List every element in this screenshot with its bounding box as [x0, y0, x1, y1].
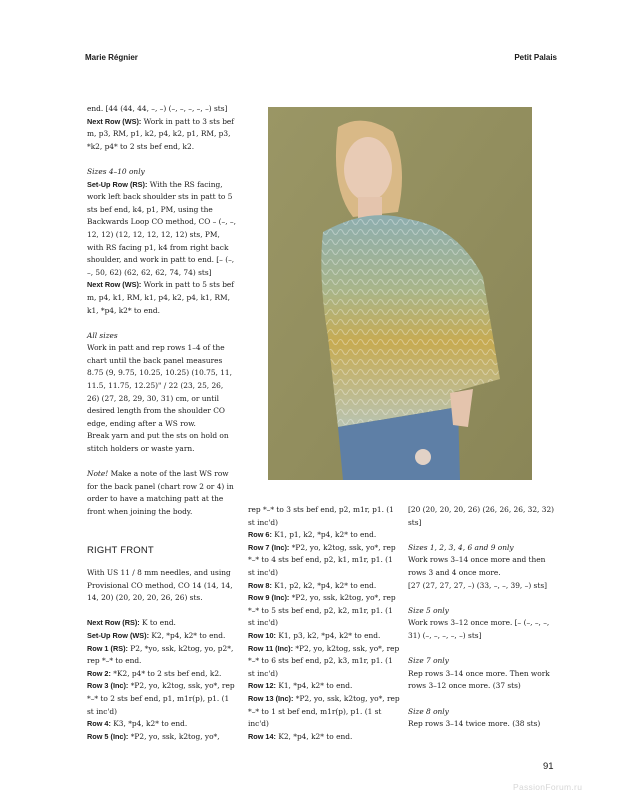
- paragraph: With US 11 / 8 mm needles, and using Provisional CO method, CO 14 (14, 14, 14, 20) (20, 20, 20, 26, 26) sts.: [87, 568, 233, 603]
- page-number: 91: [543, 761, 554, 772]
- column-1-bottom: [87, 567, 237, 743]
- paragraph-gap: [408, 643, 558, 656]
- paragraph: rep *–* to 3 sts bef end, p2, m1r, p1. (1 st inc'd): [248, 505, 394, 527]
- paragraph: Work rows 3–12 once more. [– (–, –, –, 31) (–, –, –, –, –) sts]: [408, 618, 550, 640]
- paragraph-gap: [408, 693, 558, 706]
- row-text: P2, *yo, ssk, k2tog, yo, p2*, rep *–* to end.: [87, 643, 234, 666]
- row-text: K2, *p4, k2* to end.: [275, 731, 353, 741]
- column-2: [248, 504, 400, 743]
- paragraph: [27 (27, 27, 27, –) (33, –, –, 39, –) sts]: [408, 580, 548, 590]
- pattern-title: Petit Palais: [514, 53, 557, 62]
- row-label: Row 4:: [87, 719, 111, 729]
- sweater-model-illustration: [268, 107, 532, 480]
- row-text: *P2, yo, k2tog, ssk, yo*, rep *–* to 6 sts bef end, p2, k3, m1r, p1. (1 st inc'd): [248, 643, 400, 678]
- row-label: Next Row (RS):: [87, 618, 140, 628]
- instruction-row: [87, 643, 237, 668]
- row-label: Next Row (WS):: [87, 280, 142, 290]
- instruction-row: [87, 718, 237, 731]
- paragraph-gap: [87, 153, 237, 166]
- row-label: Row 9 (Inc):: [248, 593, 290, 603]
- row-label: Set-Up Row (RS):: [87, 179, 148, 189]
- size-subheading: All sizes: [87, 330, 118, 340]
- paragraph: end. [44 (44, 44, –, –) (–, –, –, –, –) sts]: [87, 104, 228, 113]
- row-text: *P2, yo, k2tog, ssk, yo*, rep *–* to 2 sts bef end, p1, m1r(p), p1. (1 st inc'd): [87, 681, 235, 716]
- size-subheading: Size 7 only: [408, 656, 449, 666]
- paragraph-gap: [87, 317, 237, 330]
- instruction-row: [87, 731, 237, 744]
- row-label: Row 14:: [248, 731, 276, 741]
- note-label: Note!: [87, 469, 109, 479]
- section-heading: RIGHT FRONT: [87, 545, 154, 556]
- row-text: Make a note of the last WS row for the back panel (chart row 2 or 4) in order to have a matching patt at the front when joining the body.: [87, 469, 234, 516]
- instruction-row: [248, 592, 400, 630]
- instruction-row: [87, 617, 237, 630]
- instruction-row: [248, 529, 400, 542]
- author-name: Marie Régnier: [85, 53, 138, 62]
- size-subheading: Size 8 only: [408, 706, 449, 716]
- row-text: *P2, yo, ssk, k2tog, yo*,: [128, 731, 220, 741]
- size-subheading: Size 5 only: [408, 605, 449, 615]
- paragraph: Rep rows 3–14 once more. Then work rows 3–12 once more. (37 sts): [408, 668, 550, 691]
- row-text: K3, *p4, k2* to end.: [110, 719, 188, 729]
- row-text: K1, *p4, k2* to end.: [275, 681, 353, 691]
- instruction-row: [87, 680, 237, 718]
- instruction-row: [87, 630, 237, 643]
- instruction-row: [248, 731, 400, 744]
- row-label: Set-Up Row (WS):: [87, 630, 150, 640]
- paragraph: Break yarn and put the sts on hold on stitch holders or waste yarn.: [87, 431, 229, 454]
- size-subheading: Sizes 4–10 only: [87, 166, 145, 176]
- instruction-row: [248, 643, 400, 681]
- instruction-row: [87, 179, 237, 280]
- instruction-row: [248, 580, 400, 593]
- paragraph-gap: [87, 605, 237, 618]
- instruction-row: [248, 630, 400, 643]
- row-label: Row 13 (Inc):: [248, 693, 294, 703]
- row-label: Row 12:: [248, 681, 276, 691]
- paragraph-gap: [408, 592, 558, 605]
- row-text: K1, p1, k2, *p4, k2* to end.: [271, 530, 377, 540]
- row-label: Row 7 (Inc):: [248, 542, 290, 552]
- row-label: Row 6:: [248, 530, 272, 540]
- row-label: Row 10:: [248, 630, 276, 640]
- row-text: K2, *p4, k2* to end.: [149, 630, 226, 640]
- instruction-row: [87, 668, 237, 681]
- row-text: Work in patt to 5 sts bef m, p4, k1, RM, k1, p4, k2, p4, k1, RM, k1, *p4, k2* to end.: [87, 280, 235, 315]
- instruction-row: [87, 116, 237, 154]
- paragraph-gap: [87, 456, 237, 469]
- instruction-row: [248, 693, 400, 731]
- instruction-row: [248, 680, 400, 693]
- instruction-row: [248, 542, 400, 580]
- row-label: Row 5 (Inc):: [87, 731, 129, 741]
- row-text: *P2, yo, ssk, k2tog, yo*, rep *–* to 5 sts bef end, p2, k2, m1r, p1. (1 st inc'd): [248, 593, 396, 628]
- paragraph: Work rows 3–14 once more and then rows 3 and 4 once more.: [408, 555, 546, 577]
- row-label: Next Row (WS):: [87, 116, 142, 126]
- row-text: *P2, yo, ssk, k2tog, yo*, rep *–* to 1 st bef end, m1r(p), p1. (1 st inc'd): [248, 693, 400, 729]
- row-label: Row 2:: [87, 668, 111, 678]
- row-label: Row 8:: [248, 580, 272, 590]
- model-photo: [268, 107, 532, 480]
- row-text: *K2, p4* to 2 sts bef end, k2.: [110, 668, 222, 678]
- column-1-top: [87, 103, 237, 519]
- paragraph-gap: [408, 529, 558, 542]
- row-text: K to end.: [139, 618, 176, 628]
- size-subheading: Sizes 1, 2, 3, 4, 6 and 9 only: [408, 542, 514, 552]
- row-text: *P2, yo, k2tog, ssk, yo*, rep *–* to 4 sts bef end, p2, k1, m1r, p1. (1 st inc'd): [248, 542, 396, 577]
- paragraph: [20 (20, 20, 20, 26) (26, 26, 26, 32, 32) sts]: [408, 505, 555, 527]
- watermark: PassionForum.ru: [513, 782, 583, 792]
- row-text: K1, p2, k2, *p4, k2* to end.: [271, 580, 377, 590]
- paragraph: Rep rows 3–14 twice more. (38 sts): [408, 719, 541, 729]
- row-text: Work in patt to 3 sts bef m, p3, RM, p1, k2, p4, k2, p1, RM, p3, *k2, p4* to 2 sts bef end, k2.: [87, 116, 235, 151]
- row-label: Row 3 (Inc):: [87, 681, 129, 691]
- column-3: [408, 504, 558, 731]
- instruction-row: [87, 468, 237, 518]
- paragraph: Work in patt and rep rows 1–4 of the chart until the back panel measures 8.75 (9, 9.75, 10.25, 10.25) (10.75, 11, 11.5, 11.75, 12.25)" / 22 (23, 25, 26, 26) (27, 28, 29, 30, 31) cm, or until desired length from the shoulder CO edge, ending after a WS row.: [87, 343, 232, 428]
- instruction-row: [87, 279, 237, 317]
- row-label: Row 1 (RS):: [87, 643, 128, 653]
- row-text: K1, p3, k2, *p4, k2* to end.: [275, 630, 381, 640]
- face: [344, 137, 392, 201]
- row-text: With the RS facing, work left back shoulder sts in patt to 5 sts bef end, k4, p1, PM, using the Backwards Loop CO method, CO – (–, –, 12, 12) (12, 12, 12, 12, 12) sts, PM, with RS facing p1, k4 from right back shoulder, and work in patt to end. [– (–, –, 50, 62) (62, 62, 62, 74, 74) sts]: [87, 179, 236, 277]
- row-label: Row 11 (Inc):: [248, 643, 294, 653]
